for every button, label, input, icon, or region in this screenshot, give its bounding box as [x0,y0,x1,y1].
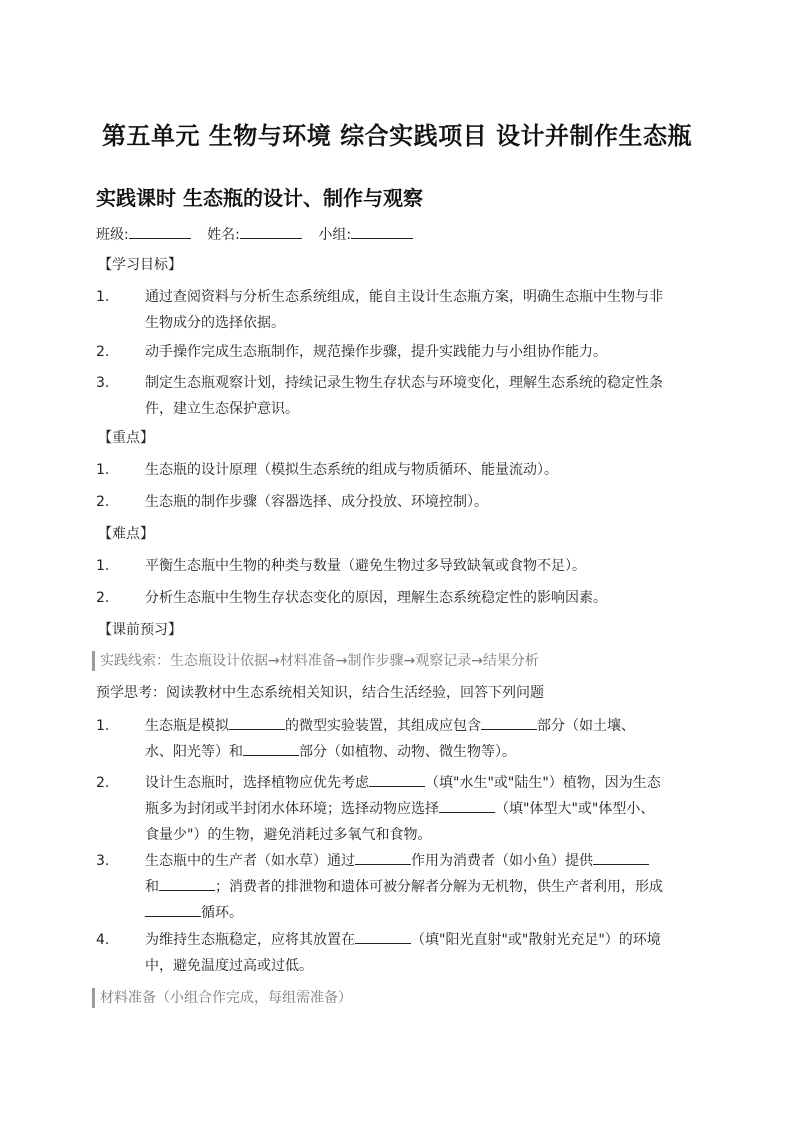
key-item: 生态瓶的制作步骤（容器选择、成分投放、环境控制）。 [145,494,488,510]
goal-item [145,339,705,365]
answer-blank[interactable] [439,796,495,813]
class-label: 班级: [96,227,129,243]
question-number: 2. [96,775,110,791]
question-item [145,927,705,979]
name-blank[interactable] [240,224,302,239]
question-line [145,713,705,739]
goal-item [145,370,705,422]
goal-text-line: 动手操作完成生态瓶制作，规范操作步骤，提升实践能力与小组协作能力。 [145,344,607,360]
question-text: （填"体型大"或"体型小、 [495,801,655,817]
name-label: 姓名: [207,227,240,243]
answer-blank[interactable] [481,713,537,730]
question-text: 水、阳光等）和 [145,744,243,760]
question-text: 作用为消费者（如小鱼）提供 [411,853,593,869]
preview-heading: 【课前预习】 [98,622,182,638]
goal-text-line: 生物成分的选择依据。 [145,315,285,331]
question-text: 部分（如土壤、 [537,718,635,734]
question-line [145,874,705,900]
question-line [145,927,705,953]
question-line: 食量少"）的生物，避免消耗过多氧气和食物。 [145,827,432,843]
goal-item [145,284,705,336]
goal-text-line: 通过查阅资料与分析生态系统组成，能自主设计生态瓶方案，明确生态瓶中生物与非 [145,289,663,305]
difficult-item: 平衡生态瓶中生物的种类与数量（避免生物过多导致缺氧或食物不足）。 [145,558,586,574]
answer-blank[interactable] [355,927,411,944]
question-line [145,848,705,874]
question-line [145,900,705,926]
question-line [145,796,705,822]
question-line: 中，避免温度过高或过低。 [145,958,313,974]
key-number: 2. [96,494,110,510]
goal-text-line: 件，建立生态保护意识。 [145,401,299,417]
goal-number: 3. [96,375,110,391]
difficult-number: 1. [96,558,110,574]
question-number: 3. [96,853,110,869]
goal-text-line: 制定生态瓶观察计划，持续记录生物生存状态与环境变化，理解生态系统的稳定性条 [145,375,663,391]
question-text: （填"阳光直射"或"散射光充足"）的环境 [411,932,661,948]
goal-number: 1. [96,289,110,305]
answer-blank[interactable] [355,848,411,865]
answer-blank[interactable] [243,739,299,756]
question-number: 1. [96,718,110,734]
question-text: 为维持生态瓶稳定，应将其放置在 [145,932,355,948]
question-number: 4. [96,932,110,948]
group-blank[interactable] [351,224,413,239]
question-line [145,770,705,796]
question-text: 部分（如植物、动物、微生物等）。 [299,744,516,760]
answer-blank[interactable] [369,770,425,787]
question-text: 设计生态瓶时，选择植物应优先考虑 [145,775,369,791]
page-title: 第五单元 生物与环境 综合实践项目 设计并制作生态瓶 [101,122,693,150]
question-text: ；消费者的排泄物和遗体可被分解者分解为无机物，供生产者利用，形成 [215,879,663,895]
question-text: 和 [145,879,159,895]
answer-blank[interactable] [159,874,215,891]
question-text: 循环。 [201,905,243,921]
student-info-line [96,224,425,245]
question-text: 瓶多为封闭或半封闭水体环境；选择动物应选择 [145,801,439,817]
question-text: 生态瓶是模拟 [145,718,229,734]
lesson-subtitle: 实践课时 生态瓶的设计、制作与观察 [96,186,423,210]
question-item [145,713,705,765]
question-text: （填"水生"或"陆生"）植物，因为生态 [425,775,661,791]
answer-blank[interactable] [229,713,285,730]
key-number: 1. [96,462,110,478]
class-blank[interactable] [129,224,191,239]
difficult-number: 2. [96,590,110,606]
answer-blank[interactable] [593,848,649,865]
practice-clue-callout: 实践线索：生态瓶设计依据→材料准备→制作步骤→观察记录→结果分析 [92,651,539,671]
key-item: 生态瓶的设计原理（模拟生态系统的组成与物质循环、能量流动）。 [145,462,558,478]
difficult-item: 分析生态瓶中生物生存状态变化的原因，理解生态系统稳定性的影响因素。 [145,590,607,606]
answer-blank[interactable] [145,900,201,917]
key-heading: 【重点】 [98,430,154,446]
question-item [145,770,705,848]
goals-heading: 【学习目标】 [98,257,182,273]
goal-number: 2. [96,344,110,360]
question-item [145,848,705,926]
difficult-heading: 【难点】 [98,526,154,542]
materials-callout: 材料准备（小组合作完成，每组需准备） [92,988,352,1008]
group-label: 小组: [318,227,352,243]
question-text: 生态瓶中的生产者（如水草）通过 [145,853,355,869]
preview-think-line: 预学思考：阅读教材中生态系统相关知识，结合生活经验，回答下列问题 [96,685,544,701]
question-line [145,739,705,765]
question-text: 的微型实验装置，其组成应包含 [285,718,481,734]
